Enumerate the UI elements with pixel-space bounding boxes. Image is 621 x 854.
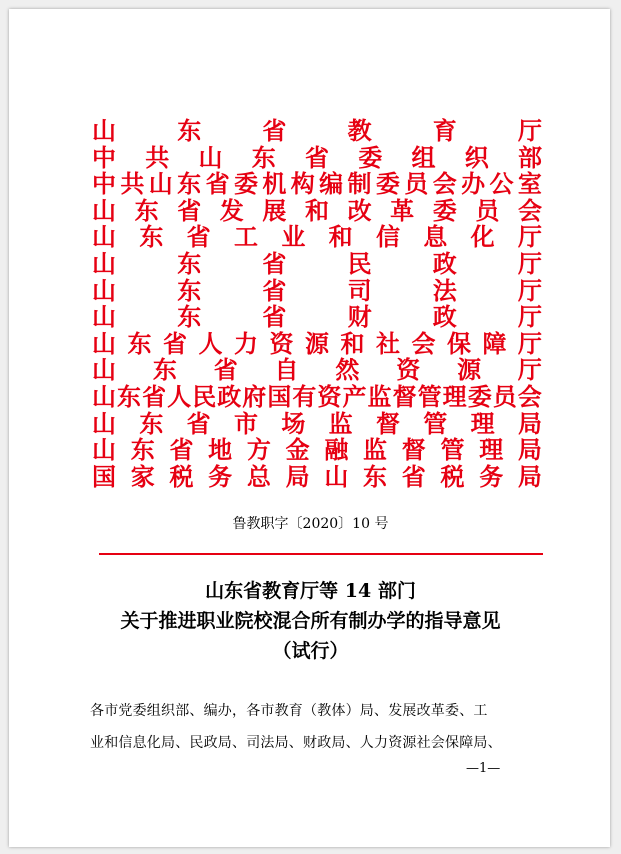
authority-char: 省 [186,222,211,252]
authority-char: 厅 [517,302,542,332]
document-page [9,9,610,847]
authority-char: 方 [246,435,271,465]
authority-char: 息 [423,222,448,252]
authority-char: 税 [169,461,194,491]
authority-char: 省 [262,116,287,145]
authority-char: 山 [92,328,116,358]
body-text-line-2: 业和信息化局、民政局、司法局、财政局、人力资源社会保障局、 [90,735,502,751]
authority-char: 局 [517,408,542,438]
authority-char: 厅 [517,275,542,305]
authority-char: 组 [411,142,436,172]
authority-char: 山 [92,408,116,438]
authority-char: 局 [517,435,542,465]
authority-char: 改 [347,195,372,225]
authority-char: 政 [432,302,457,332]
document-title-line-2: 关于推进职业院校混合所有制办学的指导意见 [120,610,501,632]
authority-char: 省 [142,381,167,411]
authority-char: 产 [342,381,367,411]
authority-char: 障 [482,328,507,358]
document-title-line-1: 山东省教育厅等 14 部门 [205,580,416,602]
authority-char: 监 [367,381,392,411]
authority-char: 民 [347,248,372,278]
authority-char: 管 [417,381,442,411]
authority-line [92,224,542,251]
authority-char: 省 [186,408,211,438]
authority-char: 东 [139,222,164,252]
authority-char: 和 [328,222,353,252]
authority-char: 山 [92,381,116,411]
authority-char: 东 [152,355,177,385]
authority-char: 监 [328,408,353,438]
authority-char: 员 [475,195,500,225]
authority-char: 政 [432,248,457,278]
authority-char: 山 [148,169,173,199]
authority-char: 东 [177,275,202,305]
authority-char: 财 [347,302,372,332]
authority-char: 监 [363,435,388,465]
authority-char: 司 [347,275,372,305]
authority-char: 东 [177,248,202,278]
authority-line [92,381,542,411]
authority-char: 地 [208,435,233,465]
authority-char: 工 [233,222,258,252]
authority-char: 力 [234,328,258,358]
red-separator-line [99,553,543,555]
authority-char: 中 [92,142,116,172]
authority-char: 山 [324,461,349,491]
body-text-line-1: 各市党委组织部、编办，各市教育（教体）局、发展改革委、工 [90,703,488,719]
authority-char: 税 [440,461,465,491]
authority-char: 厅 [518,328,542,358]
authority-char: 员 [404,169,429,199]
authority-char: 省 [169,435,194,465]
authority-char: 有 [292,381,317,411]
authority-char: 资 [396,355,421,385]
issuing-authorities [92,118,542,490]
authority-char: 督 [392,381,417,411]
authority-char: 共 [120,169,145,199]
authority-char: 资 [317,381,342,411]
authority-line [92,275,542,305]
authority-char: 理 [470,408,495,438]
authority-char: 局 [517,461,542,491]
authority-char: 厅 [517,222,542,252]
authority-char: 厅 [517,248,542,278]
authority-char: 发 [219,195,244,225]
authority-char: 山 [92,116,116,145]
authority-char: 山 [92,195,116,225]
authority-char: 省 [205,169,230,199]
authority-line [92,171,542,198]
authority-char: 省 [163,328,187,358]
authority-char: 源 [305,328,329,358]
authority-line [92,142,542,172]
authority-char: 然 [335,355,360,385]
authority-char: 委 [467,381,492,411]
authority-char: 省 [262,275,287,305]
authority-char: 室 [517,169,542,199]
authority-line [92,328,542,358]
authority-char: 山 [92,435,116,465]
authority-char: 法 [432,275,457,305]
authority-char: 东 [127,328,152,358]
authority-char: 管 [440,435,465,465]
authority-line [92,357,542,384]
authority-char: 督 [401,435,426,465]
authority-char: 保 [447,328,471,358]
authority-char: 民 [192,381,217,411]
authority-char: 委 [358,142,383,172]
authority-char: 织 [464,142,489,172]
authority-char: 金 [285,435,310,465]
authority-char: 场 [281,408,306,438]
document-title-line-3: （试行） [272,640,349,662]
document-number: 鲁教职字〔2020〕10 号 [232,516,389,532]
authority-char: 山 [92,302,116,332]
authority-char: 山 [198,142,223,172]
authority-char: 会 [517,195,542,225]
authority-char: 政 [217,381,242,411]
authority-char: 督 [375,408,400,438]
authority-char: 融 [324,435,349,465]
authority-char: 省 [177,195,202,225]
authority-char: 自 [274,355,299,385]
authority-char: 东 [134,195,159,225]
authority-char: 育 [432,116,457,145]
authority-char: 市 [233,408,258,438]
authority-char: 山 [92,248,116,278]
authority-char: 会 [411,328,436,358]
page-number: —1— [466,761,501,776]
authority-char: 山 [92,275,116,305]
authority-line [92,118,542,145]
authority-char: 厅 [517,116,542,145]
authority-char: 业 [281,222,306,252]
authority-char: 部 [518,142,542,172]
authority-char: 务 [208,461,233,491]
authority-char: 社 [376,328,400,358]
authority-char: 东 [251,142,276,172]
authority-char: 人 [167,381,192,411]
authority-line [92,408,542,438]
authority-line [92,437,542,464]
authority-char: 展 [262,195,287,225]
authority-char: 山 [92,355,116,385]
authority-char: 公 [489,169,514,199]
authority-char: 信 [375,222,400,252]
authority-char: 机 [262,169,287,199]
authority-char: 总 [246,461,271,491]
authority-char: 省 [213,355,238,385]
authority-char: 构 [290,169,315,199]
authority-char: 和 [304,195,329,225]
authority-char: 革 [390,195,415,225]
authority-char: 共 [145,142,170,172]
authority-char: 会 [517,381,542,411]
authority-char: 厅 [517,355,542,385]
authority-char: 委 [432,195,457,225]
authority-char: 东 [117,381,142,411]
authority-line [92,304,542,331]
authority-char: 化 [470,222,495,252]
authority-char: 会 [432,169,457,199]
authority-char: 源 [457,355,482,385]
authority-char: 东 [363,461,388,491]
authority-char: 府 [242,381,267,411]
authority-char: 和 [340,328,365,358]
authority-line [92,248,542,278]
authority-char: 东 [177,116,202,145]
authority-char: 省 [401,461,426,491]
authority-char: 省 [305,142,329,172]
authority-char: 东 [177,169,202,199]
authority-char: 省 [262,248,287,278]
authority-char: 员 [492,381,517,411]
authority-char: 制 [347,169,372,199]
authority-char: 编 [319,169,344,199]
authority-char: 管 [423,408,448,438]
authority-char: 资 [269,328,294,358]
authority-char: 教 [347,116,372,145]
authority-char: 委 [233,169,258,199]
authority-char: 山 [92,222,116,252]
authority-char: 理 [479,435,504,465]
authority-char: 务 [479,461,504,491]
authority-char: 东 [139,408,164,438]
authority-char: 东 [177,302,202,332]
authority-char: 理 [442,381,467,411]
authority-char: 委 [375,169,400,199]
authority-char: 国 [267,381,292,411]
authority-char: 人 [198,328,223,358]
authority-char: 东 [130,435,155,465]
authority-char: 办 [461,169,486,199]
authority-line [92,195,542,225]
authority-char: 国 [92,461,116,491]
authority-line [92,461,542,491]
authority-char: 家 [130,461,155,491]
authority-char: 中 [92,169,116,199]
authority-char: 局 [285,461,310,491]
authority-char: 省 [262,302,287,332]
